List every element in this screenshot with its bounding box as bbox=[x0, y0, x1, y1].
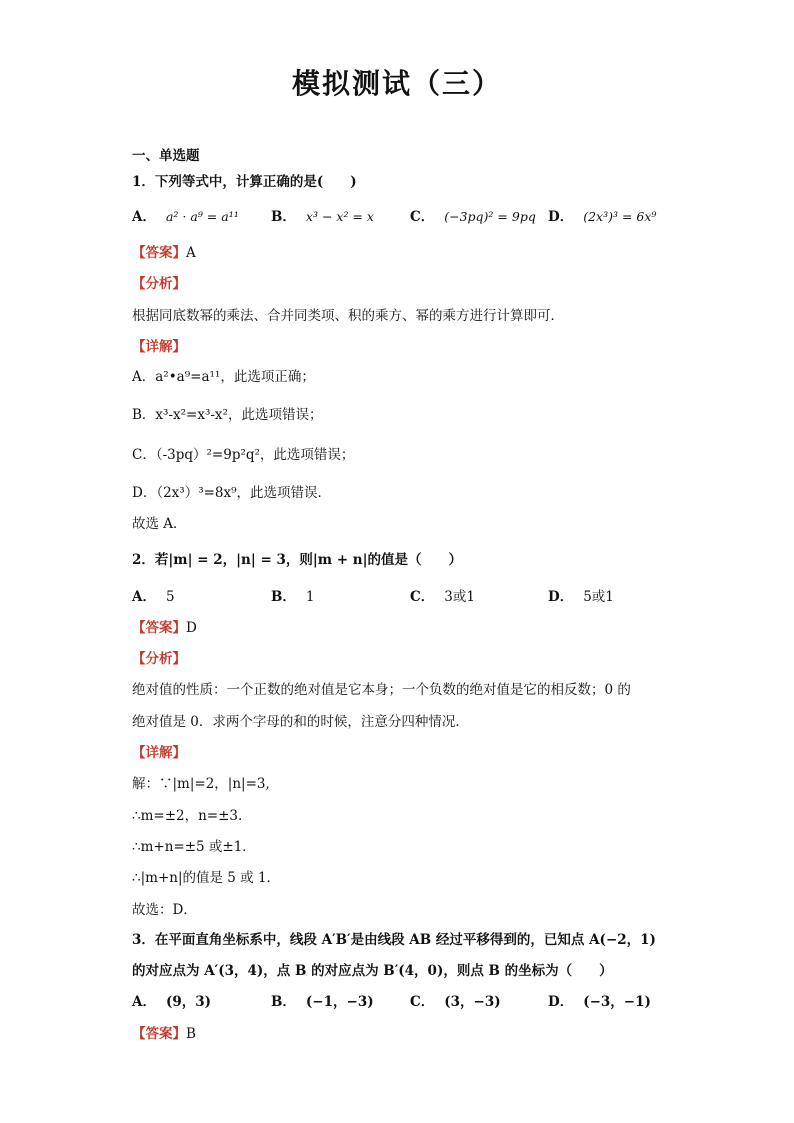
q1-option-a bbox=[132, 207, 239, 227]
q2-option-a-text: 5 bbox=[165, 589, 175, 605]
q2-detail-tag: 【详解】 bbox=[132, 745, 186, 761]
q1-analysis-text: 根据同底数幂的乘法、合并同类项、积的乘方、幂的乘方进行计算即可． bbox=[132, 308, 564, 324]
q2-option-a bbox=[132, 587, 175, 607]
q3-option-a-text: (9，3) bbox=[165, 994, 212, 1010]
q3-option-c-label: C． bbox=[410, 994, 435, 1010]
q2-option-c-text: 3或1 bbox=[444, 589, 475, 605]
q1-detail-line: B．x³-x²=x³-x²，此选项错误； bbox=[132, 407, 323, 423]
q2-option-b-label: B． bbox=[271, 589, 296, 605]
q1-option-b bbox=[271, 207, 374, 227]
page-title: 模拟测试（三） bbox=[291, 67, 502, 100]
q3-option-d-label: D． bbox=[548, 994, 574, 1010]
q2-answer-value: D bbox=[186, 620, 197, 636]
q1-option-c-text: (−3pq)² = 9pq bbox=[444, 209, 536, 224]
q3-answer-value: B bbox=[186, 1026, 196, 1042]
q2-detail-line: ∴|m+n|的值是 5 或 1． bbox=[132, 870, 281, 886]
q3-stem-line-2: 的对应点为 A′(3，4)，点 B 的对应点为 B′(4，0)，则点 B 的坐标为（ ） bbox=[132, 963, 613, 979]
q3-option-c bbox=[410, 992, 501, 1012]
q2-option-c-label: C． bbox=[410, 589, 435, 605]
q3-answer bbox=[132, 1024, 196, 1044]
q1-option-b-label: B． bbox=[271, 209, 296, 225]
q2-option-d bbox=[548, 587, 614, 607]
q2-detail-line: ∴m+n=±5 或±1． bbox=[132, 839, 256, 855]
section-heading: 一、单选题 bbox=[132, 148, 200, 164]
q1-option-a-label: A． bbox=[132, 209, 156, 225]
q2-option-d-text: 5或1 bbox=[583, 589, 614, 605]
q1-detail-line: 故选 A． bbox=[132, 516, 187, 532]
q1-answer-value: A bbox=[186, 245, 196, 261]
q2-detail-line: ∴m=±2，n=±3. bbox=[132, 808, 243, 824]
q3-answer-tag: 【答案】 bbox=[132, 1026, 186, 1042]
q1-detail-line: D．（2x³）³=8x⁹，此选项错误． bbox=[132, 485, 332, 501]
q2-analysis-line-1: 绝对值的性质：一个正数的绝对值是它本身；一个负数的绝对值是它的相反数；0 的 bbox=[132, 682, 631, 698]
q1-option-b-text: x³ − x² = x bbox=[305, 209, 374, 224]
q1-option-d-label: D． bbox=[548, 209, 574, 225]
q1-option-c-label: C． bbox=[410, 209, 435, 225]
q2-option-d-label: D． bbox=[548, 589, 574, 605]
q1-answer-tag: 【答案】 bbox=[132, 245, 186, 261]
q3-option-a-label: A． bbox=[132, 994, 156, 1010]
q1-answer bbox=[132, 243, 196, 263]
q1-detail-line: A．a²•a⁹=a¹¹，此选项正确； bbox=[132, 369, 315, 385]
q3-stem-line-1: 3．在平面直角坐标系中，线段 A′B′是由线段 AB 经过平移得到的，已知点 A(−2，1) bbox=[132, 932, 656, 948]
q3-option-a bbox=[132, 992, 211, 1012]
q2-detail-line: 解：∵|m|=2，|n|=3, bbox=[132, 776, 270, 792]
q3-option-d-text: (−3，−1) bbox=[583, 994, 651, 1010]
q3-option-b bbox=[271, 992, 374, 1012]
q3-option-b-label: B． bbox=[271, 994, 296, 1010]
q2-analysis-tag: 【分析】 bbox=[132, 651, 186, 667]
q2-option-b bbox=[271, 587, 315, 607]
q1-option-c bbox=[410, 207, 536, 227]
q1-option-a-text: a² · a⁹ = a¹¹ bbox=[165, 209, 239, 224]
q2-option-a-label: A． bbox=[132, 589, 156, 605]
q1-detail-tag: 【详解】 bbox=[132, 339, 186, 355]
q2-answer-tag: 【答案】 bbox=[132, 620, 186, 636]
q3-option-c-text: (3，−3) bbox=[444, 994, 501, 1010]
q2-analysis-line-2: 绝对值是 0．求两个字母的和的时候，注意分四种情况． bbox=[132, 714, 469, 730]
q2-option-b-text: 1 bbox=[305, 589, 315, 605]
q2-option-c bbox=[410, 587, 475, 607]
q2-answer bbox=[132, 618, 197, 638]
q1-stem: 1．下列等式中，计算正确的是( ) bbox=[132, 174, 357, 190]
q2-stem: 2．若|m| = 2，|n| = 3，则|m + n|的值是（ ） bbox=[132, 552, 462, 568]
q1-option-d-text: (2x³)³ = 6x⁹ bbox=[583, 209, 657, 224]
q2-detail-line: 故选：D． bbox=[132, 902, 197, 918]
q1-detail-line: C．（-3pq）²=9p²q²，此选项错误； bbox=[132, 447, 355, 463]
q1-analysis-tag: 【分析】 bbox=[132, 276, 186, 292]
q1-option-d bbox=[548, 207, 656, 227]
q3-option-d bbox=[548, 992, 651, 1012]
q3-option-b-text: (−1，−3) bbox=[305, 994, 374, 1010]
